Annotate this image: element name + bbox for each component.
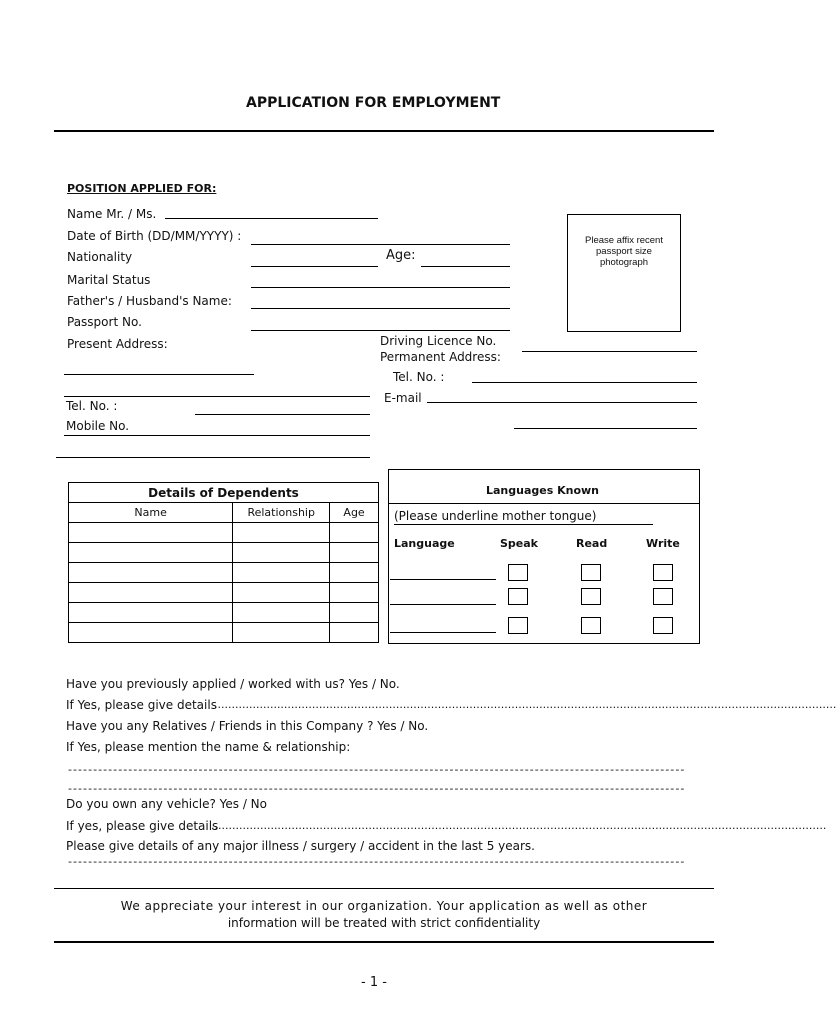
table-row [69, 523, 379, 543]
read-checkbox[interactable] [581, 617, 601, 634]
languages-col-write: Write [646, 537, 680, 550]
speak-checkbox[interactable] [508, 564, 528, 581]
footer-rule-bottom [54, 941, 714, 943]
dob-field[interactable] [251, 244, 510, 245]
passport-label: Passport No. [67, 315, 142, 329]
mobile-field[interactable] [64, 435, 370, 436]
passport-field[interactable] [251, 330, 510, 331]
dependent-name-cell[interactable] [69, 563, 233, 583]
dependent-age-cell[interactable] [330, 603, 379, 623]
dependent-relationship-cell[interactable] [233, 603, 330, 623]
dob-label: Date of Birth (DD/MM/YYYY) : [67, 229, 242, 243]
dependent-relationship-cell[interactable] [233, 543, 330, 563]
mobile-extra-line[interactable] [56, 457, 370, 458]
dependent-age-cell[interactable] [330, 543, 379, 563]
dependent-name-cell[interactable] [69, 623, 233, 643]
table-row [69, 603, 379, 623]
footer-line-1: We appreciate your interest in our organization. Your application as well as other [120, 899, 648, 913]
read-checkbox[interactable] [581, 588, 601, 605]
form-title: APPLICATION FOR EMPLOYMENT [246, 95, 501, 111]
q2-text: Have you any Relatives / Friends in this Company ? Yes / No. [66, 719, 429, 733]
dependent-age-cell[interactable] [330, 623, 379, 643]
languages-divider [389, 503, 699, 504]
languages-note-underline [394, 524, 653, 525]
email-field[interactable] [427, 402, 697, 403]
dependent-name-cell[interactable] [69, 543, 233, 563]
title-rule [54, 130, 714, 132]
marital-label: Marital Status [67, 273, 151, 287]
dependent-relationship-cell[interactable] [233, 563, 330, 583]
name-label: Name Mr. / Ms. [67, 207, 157, 221]
q3-details-field[interactable]: ................................................................................................................................................................................ [211, 819, 827, 832]
dependent-relationship-cell[interactable] [233, 523, 330, 543]
languages-box [388, 469, 700, 644]
dependent-age-cell[interactable] [330, 523, 379, 543]
present-address-label: Present Address: [67, 337, 168, 351]
table-row [69, 543, 379, 563]
nationality-label: Nationality [67, 250, 133, 264]
photo-instruction: Please affix recent passport size photograph [585, 235, 663, 268]
dependents-col-relationship: Relationship [233, 503, 330, 523]
table-row [69, 623, 379, 643]
dependent-name-cell[interactable] [69, 523, 233, 543]
table-row [69, 563, 379, 583]
driving-licence-label: Driving Licence No. [380, 334, 497, 348]
q2-details-line-1[interactable]: --------------------------------------------------------------------------------------------------------------------------- [68, 763, 686, 776]
read-checkbox[interactable] [581, 564, 601, 581]
dependents-col-age: Age [330, 503, 379, 523]
write-checkbox[interactable] [653, 588, 673, 605]
page-number: - 1 - [361, 975, 387, 990]
dependent-name-cell[interactable] [69, 603, 233, 623]
languages-title: Languages Known [486, 484, 600, 497]
tel-left-label: Tel. No. : [66, 399, 118, 413]
extra-right-field[interactable] [514, 428, 697, 429]
write-checkbox[interactable] [653, 617, 673, 634]
photo-box [567, 214, 681, 332]
dependent-name-cell[interactable] [69, 583, 233, 603]
dependent-age-cell[interactable] [330, 563, 379, 583]
age-field[interactable] [421, 266, 510, 267]
nationality-field[interactable] [251, 266, 378, 267]
q1-details-field[interactable]: .................................................................................................................................................................................. [214, 698, 836, 711]
dependent-age-cell[interactable] [330, 583, 379, 603]
speak-checkbox[interactable] [508, 588, 528, 605]
marital-field[interactable] [251, 287, 510, 288]
name-field[interactable] [165, 218, 378, 219]
permanent-address-label: Permanent Address: [380, 350, 501, 364]
languages-note: (Please underline mother tongue) [394, 509, 597, 523]
language-field[interactable] [390, 632, 496, 633]
tel-right-field[interactable] [472, 382, 697, 383]
speak-checkbox[interactable] [508, 617, 528, 634]
q2-details-line-2[interactable]: --------------------------------------------------------------------------------------------------------------------------- [68, 782, 686, 795]
driving-licence-field[interactable] [522, 351, 697, 352]
father-label: Father's / Husband's Name: [67, 294, 232, 308]
position-label: POSITION APPLIED FOR: [67, 182, 217, 195]
q4-text: Please give details of any major illness / surgery / accident in the last 5 years. [66, 839, 535, 853]
q2-details-label: If Yes, please mention the name & relationship: [66, 740, 351, 754]
q4-details-line[interactable]: --------------------------------------------------------------------------------------------------------------------------- [68, 855, 686, 868]
dependents-title: Details of Dependents [69, 483, 379, 503]
dependent-relationship-cell[interactable] [233, 623, 330, 643]
dependent-relationship-cell[interactable] [233, 583, 330, 603]
age-label: Age: [386, 248, 416, 263]
dependents-col-name: Name [69, 503, 233, 523]
email-label: E-mail [384, 391, 422, 405]
write-checkbox[interactable] [653, 564, 673, 581]
languages-col-language: Language [394, 537, 455, 550]
footer-line-2: information will be treated with strict confidentiality [227, 916, 541, 930]
language-field[interactable] [390, 604, 496, 605]
present-address-field[interactable] [64, 374, 254, 375]
q1-text: Have you previously applied / worked with us? Yes / No. [66, 677, 400, 691]
q3-details-label: If yes, please give details [66, 819, 219, 833]
mobile-label: Mobile No. [66, 419, 130, 433]
languages-col-read: Read [576, 537, 608, 550]
language-field[interactable] [390, 579, 496, 580]
present-address-field[interactable] [64, 396, 370, 397]
q1-details-label: If Yes, please give details [66, 698, 217, 712]
languages-col-speak: Speak [500, 537, 538, 550]
dependents-table [68, 482, 379, 643]
table-row [69, 583, 379, 603]
footer-rule-top [54, 888, 714, 889]
q3-text: Do you own any vehicle? Yes / No [66, 797, 267, 811]
father-field[interactable] [251, 308, 510, 309]
tel-right-label: Tel. No. : [393, 370, 445, 384]
tel-left-field[interactable] [195, 414, 370, 415]
